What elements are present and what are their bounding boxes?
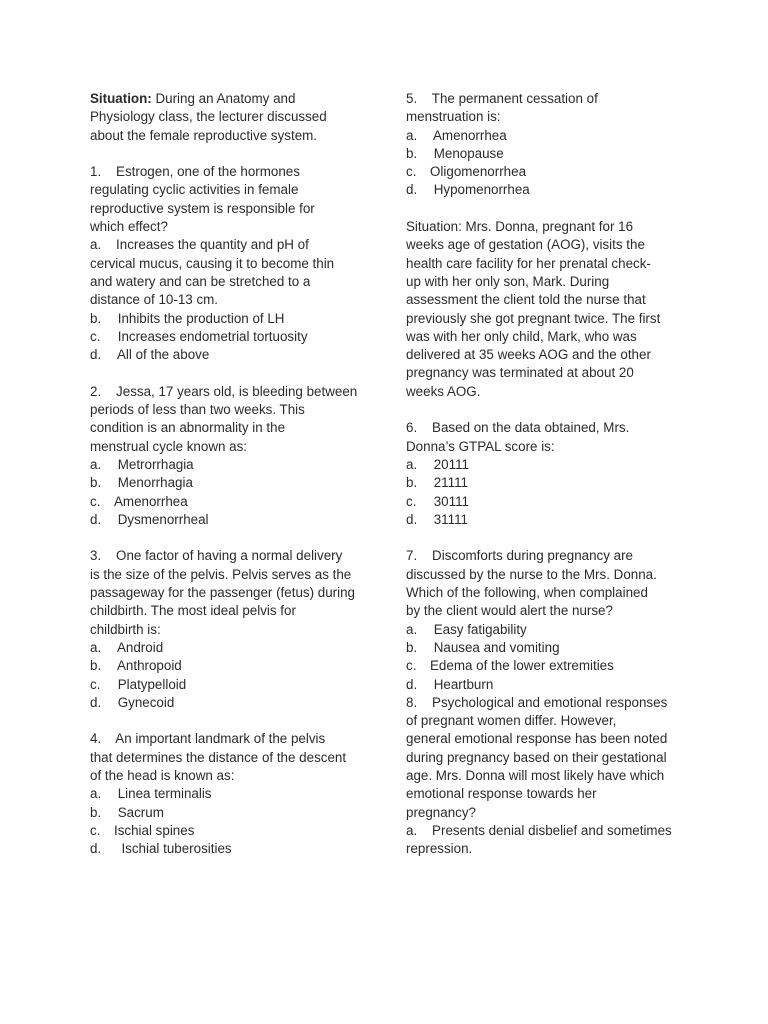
situation-text: During an Anatomy and xyxy=(151,91,296,106)
question-7 xyxy=(406,547,681,693)
option-d: d. Dysmenorrheal xyxy=(90,511,209,527)
text-line: previously she got pregnant twice. The first xyxy=(406,310,661,326)
question-line: emotional response towards her xyxy=(406,786,597,802)
question-line: that determines the distance of the descent xyxy=(90,749,347,765)
question-6 xyxy=(406,419,681,529)
right-column xyxy=(406,90,681,858)
question-line: reproductive system is responsible for xyxy=(90,200,315,216)
option-c: c. Oligomenorrhea xyxy=(406,164,527,180)
question-2 xyxy=(90,383,362,529)
option-b: b. Nausea and vomiting xyxy=(406,639,560,655)
question-4 xyxy=(90,730,362,858)
question-5 xyxy=(406,90,681,200)
question-line: passageway for the passenger (fetus) during xyxy=(90,585,355,601)
situation-2-paragraph xyxy=(406,218,681,401)
text-line: health care facility for her prenatal check- xyxy=(406,255,651,271)
option-a: a. Increases the quantity and pH of xyxy=(90,237,309,253)
question-line: 7. Discomforts during pregnancy are xyxy=(406,548,634,564)
question-line: of the head is known as: xyxy=(90,767,235,783)
question-line: 4. An important landmark of the pelvis xyxy=(90,731,326,747)
question-line: general emotional response has been noted xyxy=(406,731,668,747)
question-line: condition is an abnormality in the xyxy=(90,420,286,436)
question-line: Which of the following, when complained xyxy=(406,585,648,601)
option-c: c. 30111 xyxy=(406,493,469,509)
question-8 xyxy=(406,694,681,859)
text-line: about the female reproductive system. xyxy=(90,127,318,143)
text-line: Physiology class, the lecturer discussed xyxy=(90,109,327,125)
question-line: age. Mrs. Donna will most likely have which xyxy=(406,767,665,783)
situation-label: Situation: xyxy=(90,91,152,106)
option-a: a. Presents denial disbelief and sometimes xyxy=(406,822,672,838)
option-d: d. Heartburn xyxy=(406,676,494,692)
option-b: b. Anthropoid xyxy=(90,658,182,674)
question-line: Donna’s GTPAL score is: xyxy=(406,438,555,454)
option-c: c. Platypelloid xyxy=(90,676,187,692)
left-column xyxy=(90,90,362,858)
question-line: 2. Jessa, 17 years old, is bleeding between xyxy=(90,383,358,399)
option-a: a. Metrorrhagia xyxy=(90,456,194,472)
option-b: b. 21111 xyxy=(406,475,468,491)
option-a: a. 20111 xyxy=(406,456,469,472)
option-c: c. Amenorrhea xyxy=(90,493,188,509)
option-a-continued: cervical mucus, causing it to become thin xyxy=(90,255,335,271)
option-b: b. Inhibits the production of LH xyxy=(90,310,285,326)
question-line: childbirth is: xyxy=(90,621,161,637)
question-line: childbirth. The most ideal pelvis for xyxy=(90,603,296,619)
text-line: delivered at 35 weeks AOG and the other xyxy=(406,347,651,363)
text-line: pregnancy was terminated at about 20 xyxy=(406,365,634,381)
question-line: of pregnant women differ. However, xyxy=(406,713,617,729)
option-b: b. Menorrhagia xyxy=(90,475,193,491)
question-line: pregnancy? xyxy=(406,804,476,820)
question-line: periods of less than two weeks. This xyxy=(90,402,305,418)
option-d: d. Hypomenorrhea xyxy=(406,182,530,198)
situation-paragraph xyxy=(90,90,362,108)
option-d: d. All of the above xyxy=(90,347,210,363)
option-a-continued: distance of 10-13 cm. xyxy=(90,292,219,308)
option-b: b. Menopause xyxy=(406,145,504,161)
option-c: c. Edema of the lower extremities xyxy=(406,658,614,674)
option-d: d. Ischial tuberosities xyxy=(90,841,232,857)
option-c: c. Increases endometrial tortuosity xyxy=(90,328,308,344)
question-3 xyxy=(90,547,362,712)
question-line: regulating cyclic activities in female xyxy=(90,182,299,198)
question-line: discussed by the nurse to the Mrs. Donna. xyxy=(406,566,657,582)
question-line: by the client would alert the nurse? xyxy=(406,603,613,619)
option-a: a. Android xyxy=(90,639,164,655)
option-d: d. Gynecoid xyxy=(90,694,175,710)
question-line: 1. Estrogen, one of the hormones xyxy=(90,164,300,180)
question-line: menstruation is: xyxy=(406,109,501,125)
text-line: assessment the client told the nurse that xyxy=(406,292,646,308)
option-b: b. Sacrum xyxy=(90,804,164,820)
option-c: c. Ischial spines xyxy=(90,822,195,838)
option-a: a. Amenorrhea xyxy=(406,127,507,143)
option-a-continued: and watery and can be stretched to a xyxy=(90,273,311,289)
question-1 xyxy=(90,163,362,364)
text-line: weeks AOG. xyxy=(406,383,481,399)
question-line: which effect? xyxy=(90,219,168,235)
question-line: 3. One factor of having a normal delivery xyxy=(90,548,343,564)
question-line: 8. Psychological and emotional responses xyxy=(406,694,668,710)
question-line: menstrual cycle known as: xyxy=(90,438,248,454)
question-line: 5. The permanent cessation of xyxy=(406,91,598,106)
question-line: during pregnancy based on their gestational xyxy=(406,749,667,765)
question-line: 6. Based on the data obtained, Mrs. xyxy=(406,420,630,436)
text-line: was with her only child, Mark, who was xyxy=(406,328,637,344)
text-line: up with her only son, Mark. During xyxy=(406,273,610,289)
option-d: d. 31111 xyxy=(406,511,468,527)
option-a-continued: repression. xyxy=(406,841,473,857)
option-a: a. Linea terminalis xyxy=(90,786,212,802)
option-a: a. Easy fatigability xyxy=(406,621,527,637)
text-line: weeks age of gestation (AOG), visits the xyxy=(406,237,645,253)
text-line: Situation: Mrs. Donna, pregnant for 16 xyxy=(406,219,634,235)
question-line: is the size of the pelvis. Pelvis serves as the xyxy=(90,566,352,582)
